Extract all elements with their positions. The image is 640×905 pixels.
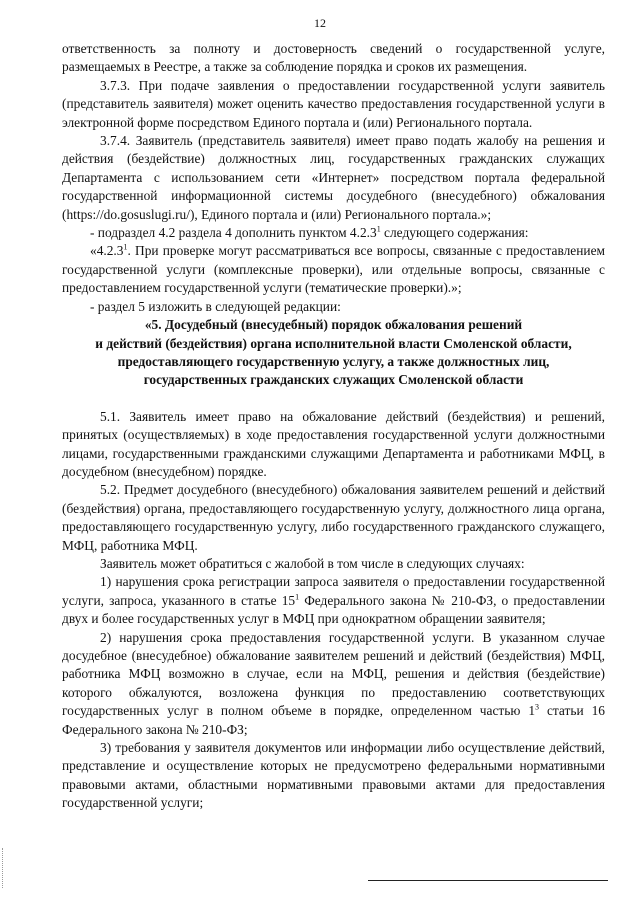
paragraph-5-1: 5.1. Заявитель имеет право на обжалование действий (бездействия) и решений, принятых (осуществляемых) в ходе предоставления государственной услуги должностными лицами, государственными гражданскими служащими Департамента и работниками МФЦ, в досудебном (внесудебном) порядке. (62, 408, 605, 479)
paragraph-case-2: 2) нарушения срока предоставления государственной услуги. В указанном случае досудебное (внесудебное) обжалование заявителем решений и действий (бездействия) МФЦ, работника МФЦ возможно в случае, если на МФЦ, решения и действия (бездействие) которого обжалуются, возложена функция по предоставлению соответствующих государственных услуг в полном объеме в порядке, определенном частью $1^3$ статьи 16 Федерального закона № 210-ФЗ; (62, 629, 605, 737)
paragraph-amend-section-5: - раздел 5 изложить в следующей редакции: (90, 298, 341, 314)
paragraph-3-7-3: 3.7.3. При подаче заявления о предоставлении государственной услуги заявитель (представитель заявителя) может оценить качество предоставления государственной услуги в электронной форме посредством Единого портала и (или) Регионального портала. (62, 77, 605, 130)
paragraph-4-2-3: «4.2.3$^1$. При проверке могут рассматриваться все вопросы, связанные с предоставлением государственной услуги (комплексные проверки), или отдельные вопросы, связанные с предоставлением государственной услуги (тематические проверки).»; (62, 243, 605, 296)
footer-rule (368, 880, 608, 881)
paragraph-continuation: ответственность за полноту и достоверность сведений о государственной услуге, размещаемых в Реестре, а также за соблюдение порядка и сроков их размещения. (62, 41, 605, 75)
paragraph-case-3: 3) требования у заявителя документов или информации либо осуществление действий, представление и осуществление которых не предусмотрено федеральными нормативными правовыми актами, областными нормативными правовыми актами для предоставления государственной услуги; (62, 740, 605, 811)
heading-line-1: «5. Досудебный (внесудебный) порядок обжалования решений (144, 317, 523, 333)
margin-marks (2, 848, 7, 888)
page-number: 12 (314, 16, 326, 30)
heading-line-2: и действий (бездействия) органа исполнительной власти Смоленской области, (95, 335, 572, 351)
heading-line-4: государственных гражданских служащих Смоленской области (143, 372, 524, 388)
paragraph-3-7-4: 3.7.4. Заявитель (представитель заявителя) имеет право подать жалобу на решения и действия (бездействие) должностных лиц, государственных гражданских служащих Департамента с использованием сети «Интернет» посредством портала федеральной государственной информационной системы досудебного (внесудебного) обжалования (https://do.gosuslugi.ru/), Единого портала и (или) Регионального портала.»; (62, 133, 605, 222)
paragraph-cases-intro: Заявитель может обратиться с жалобой в том числе в следующих случаях: (100, 555, 525, 571)
section-heading (62, 316, 605, 390)
paragraph-5-2: 5.2. Предмет досудебного (внесудебного) обжалования заявителем решений и действий (бездействия) органа, предоставляющего государственную услугу, должностного лица органа, предоставляющего государственную услугу, либо государственного гражданского служащего, МФЦ, работника МФЦ. (62, 482, 605, 553)
paragraph-case-1: 1) нарушения срока регистрации запроса заявителя о предоставлении государственной услуги, запроса, указанного в статье $15^1$ Федерального закона № 210-ФЗ, о предоставлении двух и более государственных услуг в МФЦ при однократном обращении заявителя; (62, 574, 605, 627)
heading-line-3: предоставляющего государственную услугу, а также должностных лиц, (117, 353, 550, 369)
document-body (62, 40, 605, 813)
paragraph-amend-4-2: - подраздел 4.2 раздела 4 дополнить пунктом 4.2.3$^1$ следующего содержания: (90, 224, 529, 241)
